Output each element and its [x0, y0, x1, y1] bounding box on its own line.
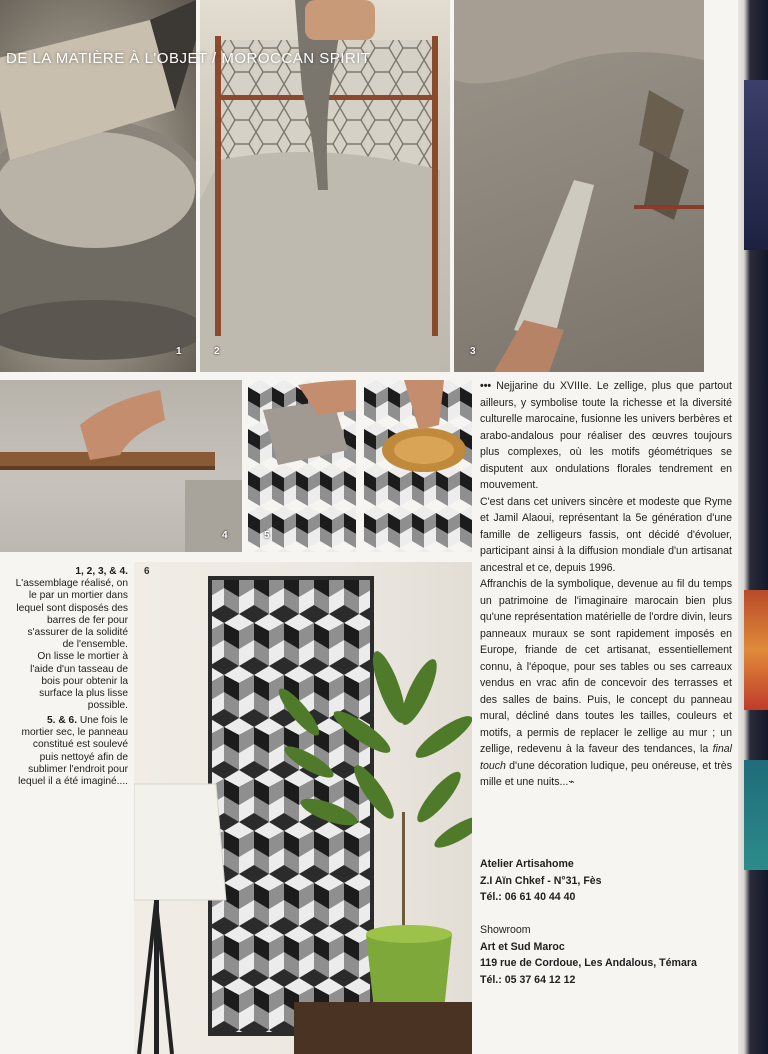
photo-number-1: 1: [176, 346, 182, 357]
spine-band-middle: [744, 590, 768, 710]
article-body: [480, 378, 732, 791]
article-final-touch: final touch: [480, 743, 732, 772]
caption-steps-1-4: [14, 566, 128, 712]
showroom-address: 119 rue de Cordoue, Les Andalous, Témara: [480, 957, 697, 969]
photo-number-6: 6: [144, 566, 150, 577]
caption-steps-1-4-text: L'assemblage réalisé, on le par un mortier dans lequel sont disposés des barres de fer pour s'assurer de la solidité de l'ensemble.: [15, 578, 128, 651]
photo-tile-sawdust: [364, 380, 472, 552]
spine-band-lower: [744, 760, 768, 870]
showroom-name: Art et Sud Maroc: [480, 940, 565, 953]
photo-tile-cleaning: [248, 380, 356, 552]
atelier-name: Atelier Artisahome: [480, 858, 574, 870]
levelling-illustration: [0, 380, 242, 552]
contact-atelier: [480, 856, 730, 906]
article-end-mark: ⌁: [568, 776, 575, 788]
article-bullets: •••: [480, 380, 492, 392]
photo-number-3: 3: [470, 346, 476, 357]
atelier-phone: Tél.: 06 61 40 44 40: [480, 891, 576, 903]
photo-number-5: 5: [264, 530, 270, 541]
contact-showroom: [480, 922, 730, 988]
photo-number-2: 2: [214, 346, 220, 357]
article-paragraph-3: Affranchis de la symbolique, devenue au fil du temps un patrimoine de l'imaginaire marocain bien plus qu'une représentation matérielle de l'ordre divin, leurs panneaux muraux se sont rapidement imposés en Europe, friande de cet artisanat, essentiellement connu, à l'époque, pour ses tables ou ses carreaux vendus en vrac afin de concevoir des terrasses et des salles de bains. Puis, le concept du panneau mural, décliné dans toutes les tailles, couleurs et motifs, a permis de replacer le zellige au mur ; un zellige, redevenu à la faveur des tendances, la final touch d'une décoration ludique, peu onéreuse, et très mille et une nuits...⌁: [480, 578, 732, 788]
caption-steps-1-4-label: 1, 2, 3, & 4.: [75, 566, 128, 577]
section-kicker: DE LA MATIÈRE À L'OBJET / MOROCCAN SPIRIT: [6, 50, 371, 67]
photo-trowel: [454, 0, 704, 372]
trowel-illustration: [454, 0, 704, 372]
article-paragraph-2: C'est dans cet univers sincère et modeste que Ryme et Jamil Alaoui, représentant la 5e génération d'une famille de zelligeurs fassis, ont décidé d'évoluer, participant ainsi à la diffusion mondiale d'un artisanat ancestral et ce, depuis 1996.: [480, 495, 732, 574]
caption-steps-1-4-text2: On lisse le mortier à l'aide d'un tasseau de bois pour obtenir la surface la plus lisse possible.: [30, 651, 128, 712]
caption-steps-5-6-label: 5. & 6.: [47, 715, 78, 726]
caption-steps-5-6: [14, 715, 128, 788]
photo-levelling: [0, 380, 242, 552]
cube-tiles-6: [364, 380, 472, 552]
spine-band-top: [744, 80, 768, 250]
photo-zellige-panel: [134, 562, 472, 1054]
panel-scene: [134, 562, 472, 1054]
atelier-address: Z.I Aïn Chkef - N°31, Fès: [480, 874, 602, 887]
showroom-label: Showroom: [480, 924, 531, 936]
caption-steps-5-6-text: Une fois le mortier sec, le panneau constitué est soulevé puis nettoyé afin de sublimer l'endroit pour lequel il a été imaginé....: [18, 715, 128, 788]
photo-number-4: 4: [222, 530, 228, 541]
showroom-phone: Tél.: 05 37 64 12 12: [480, 973, 576, 986]
article-paragraph-1: ••• Nejjarine du XVIIIe. Le zellige, plus que partout ailleurs, y symbolise toute la richesse et la diversité culturelle marocaine, fusionne les univers berbères et arabo-andalous pour réaliser des œuvres toujours plus complexes, où les motifs géométriques se disputent aux ondulations florales tendrement en mouvement.: [480, 380, 732, 491]
cube-tiles-5: [248, 380, 356, 552]
